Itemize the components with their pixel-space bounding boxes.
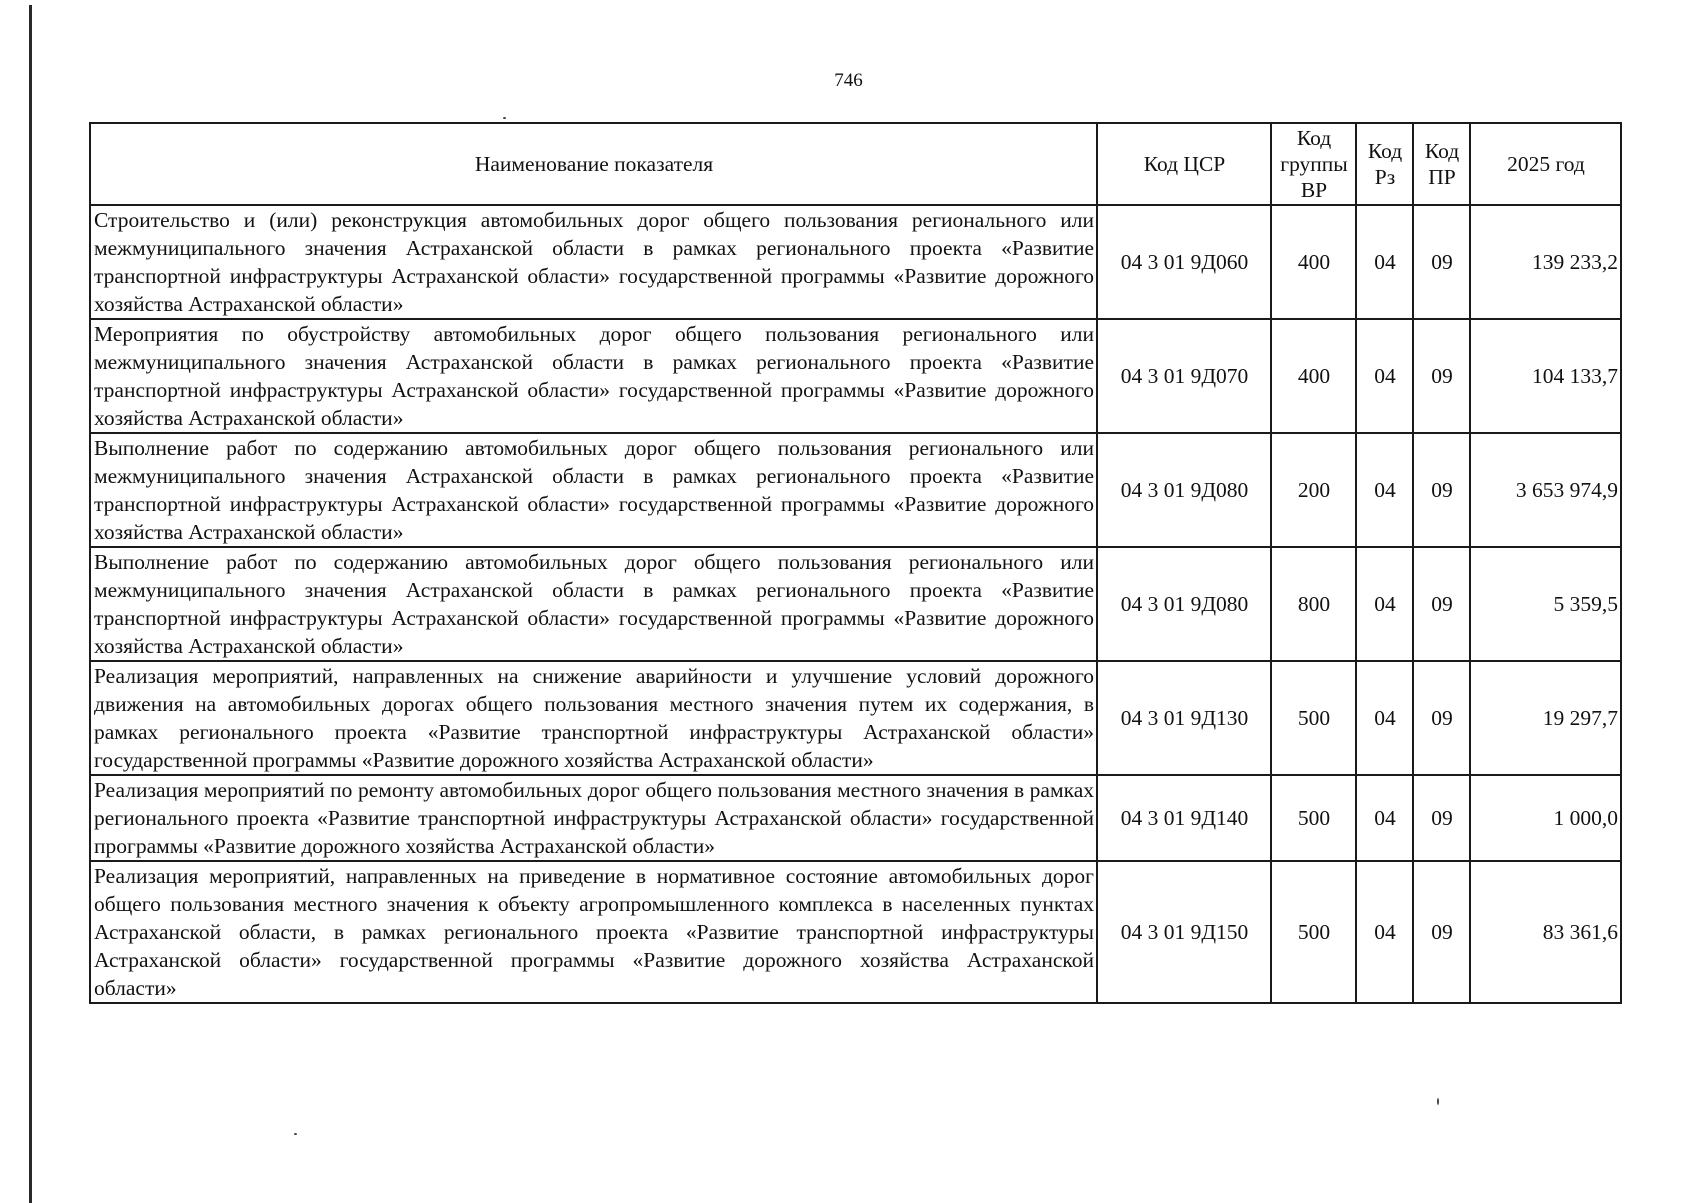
budget-table [89, 122, 1622, 1004]
row-pr-code: 09 [1413, 547, 1470, 661]
table-row [90, 775, 1621, 861]
row-indicator-name: Реализация мероприятий, направленных на приведение в нормативное состояние автомобильных дорог общего пользования местного значения к объекту агропромышленного комплекса в населенных пунктах Астраханской области, в рамках регионального проекта «Развитие транспортной инфраструктуры Астраханской области» государственной программы «Развитие дорожного хозяйства Астраханской области» [90, 861, 1097, 1003]
header-indicator-name: Наименование показателя [90, 123, 1097, 205]
row-pr-code: 09 [1413, 205, 1470, 319]
row-indicator-name: Строительство и (или) реконструкция автомобильных дорог общего пользования регионального или межмуниципального значения Астраханской области в рамках регионального проекта «Развитие транспортной инфраструктуры Астраханской области» государственной программы «Развитие дорожного хозяйства Астраханской области» [90, 205, 1097, 319]
row-amount: 83 361,6 [1470, 861, 1621, 1003]
row-rz-code: 04 [1356, 205, 1413, 319]
row-pr-code: 09 [1413, 433, 1470, 547]
binding-edge-line [29, 5, 32, 1203]
row-amount: 5 359,5 [1470, 547, 1621, 661]
row-csr-code: 04 3 01 9Д130 [1097, 661, 1271, 775]
row-csr-code: 04 3 01 9Д080 [1097, 547, 1271, 661]
row-amount: 139 233,2 [1470, 205, 1621, 319]
row-csr-code: 04 3 01 9Д150 [1097, 861, 1271, 1003]
row-vr-code: 500 [1271, 861, 1356, 1003]
table-row [90, 205, 1621, 319]
row-vr-code: 800 [1271, 547, 1356, 661]
row-indicator-name: Выполнение работ по содержанию автомобильных дорог общего пользования регионального или межмуниципального значения Астраханской области в рамках регионального проекта «Развитие транспортной инфраструктуры Астраханской области» государственной программы «Развитие дорожного хозяйства Астраханской области» [90, 547, 1097, 661]
row-rz-code: 04 [1356, 861, 1413, 1003]
header-pr-code: Код ПР [1413, 123, 1470, 205]
table-row [90, 547, 1621, 661]
row-csr-code: 04 3 01 9Д070 [1097, 319, 1271, 433]
row-rz-code: 04 [1356, 547, 1413, 661]
row-pr-code: 09 [1413, 861, 1470, 1003]
row-vr-code: 500 [1271, 661, 1356, 775]
row-vr-code: 400 [1271, 205, 1356, 319]
page-number: 746 [834, 70, 863, 91]
row-indicator-name: Выполнение работ по содержанию автомобильных дорог общего пользования регионального или межмуниципального значения Астраханской области в рамках регионального проекта «Развитие транспортной инфраструктуры Астраханской области» государственной программы «Развитие дорожного хозяйства Астраханской области» [90, 433, 1097, 547]
row-amount: 19 297,7 [1470, 661, 1621, 775]
row-csr-code: 04 3 01 9Д140 [1097, 775, 1271, 861]
table-row [90, 319, 1621, 433]
header-vr-code: Код группы ВР [1271, 123, 1356, 205]
row-amount: 104 133,7 [1470, 319, 1621, 433]
row-vr-code: 200 [1271, 433, 1356, 547]
row-pr-code: 09 [1413, 661, 1470, 775]
table-row [90, 861, 1621, 1003]
row-vr-code: 500 [1271, 775, 1356, 861]
row-csr-code: 04 3 01 9Д080 [1097, 433, 1271, 547]
row-rz-code: 04 [1356, 319, 1413, 433]
row-pr-code: 09 [1413, 775, 1470, 861]
table-header-row [90, 123, 1621, 205]
row-indicator-name: Реализация мероприятий по ремонту автомобильных дорог общего пользования местного значения в рамках регионального проекта «Развитие транспортной инфраструктуры Астраханской области» государственной программы «Развитие дорожного хозяйства Астраханской области» [90, 775, 1097, 861]
row-pr-code: 09 [1413, 319, 1470, 433]
row-amount: 3 653 974,9 [1470, 433, 1621, 547]
table-row [90, 661, 1621, 775]
row-indicator-name: Реализация мероприятий, направленных на снижение аварийности и улучшение условий дорожного движения на автомобильных дорогах общего пользования местного значения путем их содержания, в рамках регионального проекта «Развитие транспортной инфраструктуры Астраханской области» государственной программы «Развитие дорожного хозяйства Астраханской области» [90, 661, 1097, 775]
row-vr-code: 400 [1271, 319, 1356, 433]
row-indicator-name: Мероприятия по обустройству автомобильных дорог общего пользования регионального или межмуниципального значения Астраханской области в рамках регионального проекта «Развитие транспортной инфраструктуры Астраханской области» государственной программы «Развитие дорожного хозяйства Астраханской области» [90, 319, 1097, 433]
row-rz-code: 04 [1356, 775, 1413, 861]
scan-speck [294, 1133, 297, 1135]
header-csr-code: Код ЦСР [1097, 123, 1271, 205]
header-rz-code: Код Рз [1356, 123, 1413, 205]
table-row [90, 433, 1621, 547]
row-rz-code: 04 [1356, 433, 1413, 547]
row-amount: 1 000,0 [1470, 775, 1621, 861]
scan-speck [503, 117, 506, 119]
row-csr-code: 04 3 01 9Д060 [1097, 205, 1271, 319]
header-year-2025: 2025 год [1470, 123, 1621, 205]
scan-speck [1437, 1098, 1439, 1105]
row-rz-code: 04 [1356, 661, 1413, 775]
